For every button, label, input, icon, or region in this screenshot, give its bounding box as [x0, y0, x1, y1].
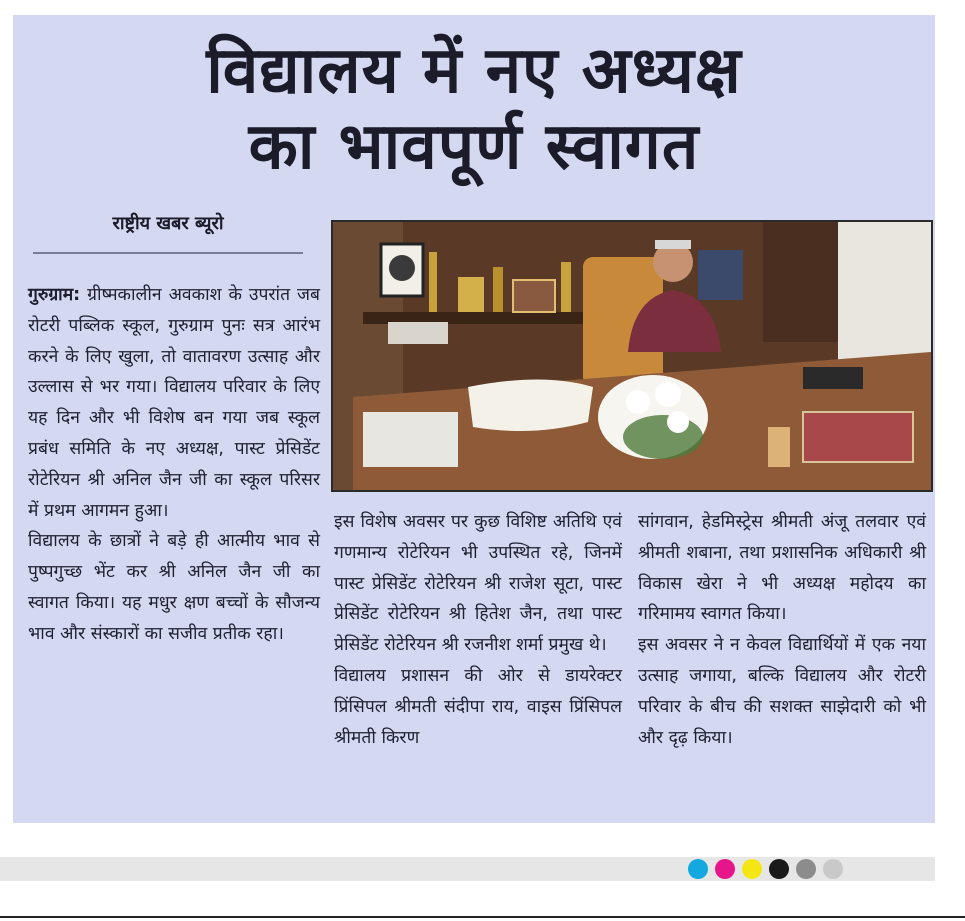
- trophy: [561, 262, 571, 312]
- office-photo-illustration: [333, 222, 931, 490]
- photo-frame: [513, 280, 555, 312]
- print-color-strip: [0, 857, 935, 881]
- desk-papers: [363, 412, 458, 467]
- bottom-divider: [0, 916, 965, 918]
- trophy: [493, 267, 503, 312]
- water-glass: [768, 427, 790, 467]
- headline-line-1: विद्यालय में नए अध्यक्ष: [206, 34, 742, 108]
- flower: [667, 411, 689, 433]
- news-photo: [331, 220, 933, 492]
- desk-phone: [803, 367, 863, 389]
- plaque-emblem: [389, 255, 415, 281]
- bouquet-wrap: [468, 380, 593, 432]
- article-paragraph: इस विशेष अवसर पर कुछ विशिष्ट अतिथि एवं गणमान्य रोटेरियन भी उपस्थित रहे, जिनमें पास्ट प्रेसिडेंट रोटेरियन श्री राजेश सूटा, पास्ट प्रेसिडेंट रोटेरियन श्री हितेश जैन, तथा पास्ट प्रेसिडेंट रोटेरियन श्री रजनीश शर्मा प्रमुख थे।: [334, 512, 622, 656]
- trophy: [429, 252, 437, 312]
- person-hair: [655, 240, 691, 249]
- registration-dot: [769, 859, 789, 879]
- registration-dot: [823, 859, 843, 879]
- flower: [626, 390, 650, 414]
- article-column-2: [334, 507, 622, 753]
- book-stack: [388, 322, 448, 344]
- headline: [13, 33, 935, 185]
- right-shelf: [763, 222, 838, 342]
- bouquet-leaves: [623, 415, 703, 459]
- newspaper-clipping: [13, 15, 935, 823]
- flower: [655, 381, 681, 407]
- byline-divider: [33, 252, 303, 254]
- article-paragraph: विद्यालय प्रशासन की ओर से डायरेक्टर प्रिंसिपल श्रीमती संदीपा राय, वाइस प्रिंसिपल श्रीमती किरण: [334, 665, 622, 748]
- headline-line-2: का भावपूर्ण स्वागत: [248, 110, 700, 184]
- window-wall: [838, 222, 931, 362]
- article-paragraph: इस अवसर ने न केवल विद्यार्थियों में एक नया उत्साह जगाया, बल्कि विद्यालय और रोटरी परिवार के बीच की सशक्त साझेदारी को भी और दृढ़ किया।: [638, 635, 926, 748]
- registration-dot: [688, 859, 708, 879]
- trophy: [458, 277, 484, 312]
- article-paragraph: विद्यालय के छात्रों ने बड़े ही आत्मीय भाव से पुष्पगुच्छ भेंट कर श्री अनिल जैन जी का स्वागत किया। यह मधुर क्षण बच्चों के सौजन्य भाव और संस्कारों का सजीव प्रतीक रहा।: [28, 531, 320, 644]
- gift-box: [803, 412, 913, 462]
- registration-dot: [715, 859, 735, 879]
- article-column-1: [28, 280, 320, 650]
- article-paragraph: सांगवान, हेडमिस्ट्रेस श्रीमती अंजू तलवार एवं श्रीमती शबाना, तथा प्रशासनिक अधिकारी श्री विकास खेरा ने भी अध्यक्ष महोदय का गरिमामय स्वागत किया।: [638, 512, 926, 625]
- registration-dot: [742, 859, 762, 879]
- registration-dot: [796, 859, 816, 879]
- article-paragraph: गुरुग्राम: ग्रीष्मकालीन अवकाश के उपरांत जब रोटरी पब्लिक स्कूल, गुरुग्राम पुनः सत्र आरंभ करने के लिए खुला, तो वातावरण उत्साह और उल्लास से भर गया। विद्यालय परिवार के लिए यह दिन और भी विशेष बन गया जब स्कूल प्रबंध समिति के नए अध्यक्ष, पास्ट प्रेसिडेंट रोटेरियन श्री अनिल जैन जी का स्कूल परिसर में प्रथम आगमन हुआ।: [28, 285, 320, 521]
- dateline-place: गुरुग्राम:: [28, 285, 81, 305]
- computer-monitor: [698, 250, 743, 300]
- byline: राष्ट्रीय खबर ब्यूरो: [112, 213, 224, 234]
- article-column-3: [638, 507, 926, 753]
